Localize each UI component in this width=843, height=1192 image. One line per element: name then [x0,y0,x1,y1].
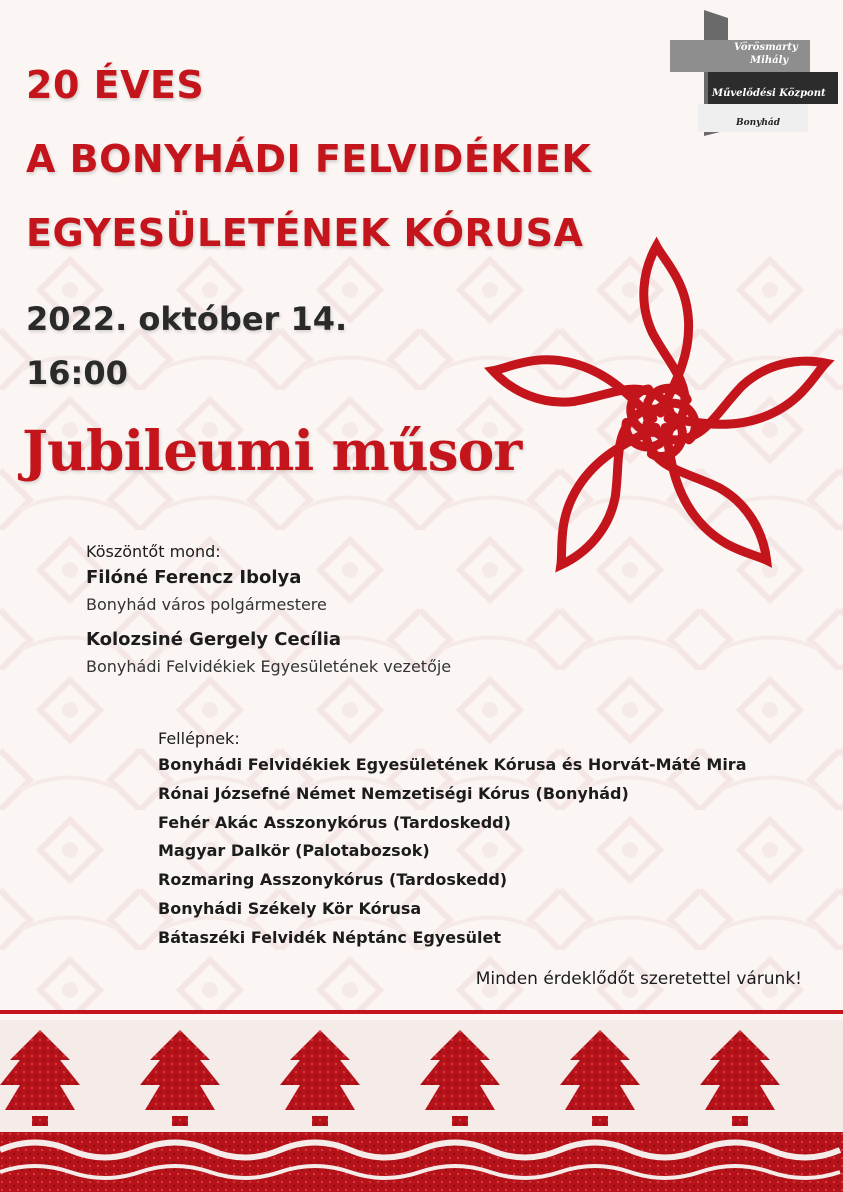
title-line-2: A BONYHÁDI FELVIDÉKIEK [26,137,592,181]
performer-item: Bonyhádi Székely Kör Kórusa [158,898,422,918]
speaker-name: Filóné Ferencz Ibolya [86,567,302,588]
performer-item: Magyar Dalkör (Palotabozsok) [158,841,430,861]
logo-text-1: Vörösmarty [734,42,798,53]
title-line-3: EGYESÜLETÉNEK KÓRUSA [26,211,584,255]
performer-item: Bonyhádi Felvidékiek Egyesületének Kórusa és Horvát-Máté Mira [158,755,747,774]
embroidery-border [0,1020,843,1192]
treble-clef-star-icon [478,236,843,611]
performers-section [158,727,747,953]
logo-text-3: Művelődési Központ [712,88,826,99]
event-date: 2022. október 14. [26,300,348,338]
event-time: 16:00 [26,354,128,392]
performer-item: Bátaszéki Felvidék Néptánc Egyesület [158,927,502,947]
speaker-role: Bonyhádi Felvidékiek Egyesületének vezetője [86,657,452,676]
speaker-role: Bonyhád város polgármestere [86,595,327,614]
greeting-label: Köszöntőt mond: [86,542,221,561]
greeting-section [86,540,451,680]
performer-item: Rozmaring Asszonykórus (Tardoskedd) [158,870,508,890]
speaker-name: Kolozsiné Gergely Cecília [86,629,342,650]
invitation-text: Minden érdeklődőt szeretettel várunk! [475,969,802,989]
logo-text-4: Bonyhád [736,118,781,128]
cultural-center-logo [668,0,843,145]
title-line-1: 20 ÉVES [26,63,205,107]
program-title: Jubileumi műsor [22,418,522,483]
logo-text-2: Mihály [750,55,789,66]
event-date-time [26,292,347,400]
performer-item: Rónai Józsefné Német Nemzetiségi Kórus (Bonyhád) [158,783,629,803]
performers-label: Fellépnek: [158,729,240,748]
performer-item: Fehér Akác Asszonykórus (Tardoskedd) [158,812,511,832]
divider-line [0,1010,843,1014]
